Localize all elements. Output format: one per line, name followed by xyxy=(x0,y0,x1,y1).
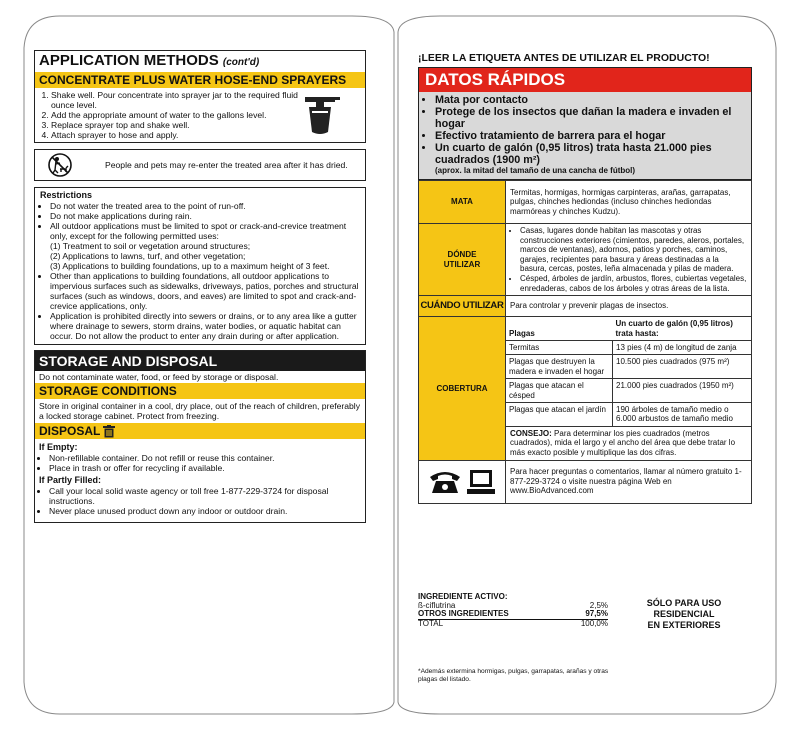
donde-label xyxy=(419,224,506,296)
coverage-pest: Plagas que atacan el jardín xyxy=(506,403,613,427)
right-panel xyxy=(418,52,752,504)
quick-facts-box xyxy=(418,67,752,180)
trash-can-icon xyxy=(103,425,115,438)
restriction-item: • Application is prohibited directly into sewers or drains, or to any area like a gutter where drainage to sewers, storm drains, water bodies, or aquatic habitat can occur. Do not allow the product to enter any drain during or after application. xyxy=(50,311,360,341)
contact-row xyxy=(419,460,752,503)
storage-disposal-section xyxy=(34,350,366,523)
cobertura-row xyxy=(419,317,752,460)
donde-label-2: UTILIZAR xyxy=(443,259,481,269)
donde-label-1: DÓNDE xyxy=(447,249,477,259)
residential-line: SÓLO PARA USO xyxy=(646,598,722,608)
coverage-row xyxy=(506,379,751,403)
restriction-text: All outdoor applications must be limited to spot or crack-and-crevice treatment only, except for the following permitted uses: xyxy=(50,221,347,241)
if-empty-title: If Empty: xyxy=(39,442,78,452)
computer-icon xyxy=(466,469,496,495)
restrictions-section xyxy=(34,187,366,345)
disposal-title-text: DISPOSAL xyxy=(39,424,101,438)
restriction-item xyxy=(50,221,360,271)
residential-line: EN EXTERIORES xyxy=(647,620,721,630)
cuando-row xyxy=(419,296,752,317)
step-item: 2. Add the appropriate amount of water to the gallons level. xyxy=(51,110,301,120)
ingredients-block xyxy=(418,593,608,628)
footnote: *Además extermina hormigas, pulgas, garrapatas, arañas y otras plagas del listado. xyxy=(418,668,609,683)
if-partly-list xyxy=(39,486,361,516)
coverage-amount: 21.000 pies cuadrados (1950 m²) xyxy=(613,379,752,403)
hose-end-sprayers-title: CONCENTRATE PLUS WATER HOSE-END SPRAYERS xyxy=(35,72,365,88)
donde-item: • Casas, lugares donde habitan las mascotas y otras construcciones exteriores (cimientos, paredes, aleros, portales, marcos de ventanas), adornos, patios y porches, caminos, garajes, recipientes para basura y áreas destinadas a la basura, cercas, postes, leña almacenada y pilas de madera. xyxy=(520,226,747,274)
residential-line: RESIDENCIAL xyxy=(653,609,715,619)
step-item: 1. Shake well. Pour concentrate into sprayer jar to the required fluid ounce level. xyxy=(51,90,301,110)
hose-end-sprayer-icon xyxy=(299,94,343,138)
if-empty-list xyxy=(39,453,361,473)
coverage-table xyxy=(506,317,751,427)
donde-list xyxy=(510,226,747,293)
restriction-item: • Do not water the treated area to the point of run-off. xyxy=(50,201,360,211)
other-ingredients-name: OTROS INGREDIENTES xyxy=(418,609,509,619)
residential-use-notice xyxy=(632,598,736,631)
other-ingredients-pct: 97,5% xyxy=(585,609,608,619)
reentry-notice xyxy=(34,149,366,181)
permitted-use: (1) Treatment to soil or vegetation around structures; xyxy=(50,241,251,251)
coverage-amount: 190 árboles de tamaño medio o 6.000 arbustos de tamaño medio xyxy=(613,403,752,427)
active-ingredient-title: INGREDIENTE ACTIVO: xyxy=(418,592,508,601)
coverage-amount: 13 pies (4 m) de longitud de zanja xyxy=(613,340,752,354)
quick-facts-note: (aprox. la mitad del tamaño de una cancha de fútbol) xyxy=(435,166,636,175)
cobertura-label: COBERTURA xyxy=(419,317,506,460)
coverage-pest: Termitas xyxy=(506,340,613,354)
quick-fact-item: • Efectivo tratamiento de barrera para el hogar xyxy=(435,130,745,142)
quick-facts-title: DATOS RÁPIDOS xyxy=(419,68,751,92)
cobertura-content xyxy=(506,317,752,460)
tip-label: CONSEJO: xyxy=(510,428,552,438)
restriction-item: • Do not make applications during rain. xyxy=(50,211,360,221)
mata-row xyxy=(419,181,752,224)
coverage-row xyxy=(506,340,751,354)
total-row xyxy=(418,620,608,629)
application-methods-title xyxy=(35,51,365,72)
total-pct: 100,0% xyxy=(580,618,608,628)
quick-fact-item: • Mata por contacto xyxy=(435,94,745,106)
coverage-tip xyxy=(506,427,751,460)
storage-conditions-text: Store in original container in a cool, dry place, out of the reach of children, preferably a locked storage cabinet. Protect from freezing. xyxy=(39,401,361,421)
application-methods-section xyxy=(34,50,366,143)
telephone-icon xyxy=(428,469,462,495)
if-partly-filled-title: If Partly Filled: xyxy=(39,475,102,485)
disposal-item: • Place in trash or offer for recycling if available. xyxy=(49,463,361,473)
disposal-item: • Never place unused product down any indoor or outdoor drain. xyxy=(49,506,361,516)
quick-fact-item: • Protege de los insectos que dañan la madera e invaden el hogar xyxy=(435,106,745,130)
no-people-pets-icon xyxy=(45,152,75,178)
mata-text: Termitas, hormigas, hormigas carpinteras, arañas, garrapatas, pulgas, chinches hediondas (incluso chinches hediondas marmóreas y chinches Kudzu). xyxy=(506,181,752,224)
mata-label: MATA xyxy=(419,181,506,224)
total-name: TOTAL xyxy=(418,618,444,628)
coverage-pest: Plagas que destruyen la madera e invaden el hogar xyxy=(506,355,613,379)
active-ingredient-name: ß-ciflutrina xyxy=(418,600,456,610)
coverage-pest: Plagas que atacan el césped xyxy=(506,379,613,403)
read-label-warning: ¡LEER LA ETIQUETA ANTES DE UTILIZAR EL PRODUCTO! xyxy=(418,52,710,64)
coverage-amount: 10.500 pies cuadrados (975 m²) xyxy=(613,355,752,379)
application-steps xyxy=(35,90,301,140)
coverage-col-pests: Plagas xyxy=(506,317,613,340)
contact-icon-group xyxy=(420,469,504,495)
left-panel xyxy=(34,50,366,523)
cuando-label: CUÁNDO UTILIZAR xyxy=(419,296,506,317)
storage-intro: Do not contaminate water, food, or feed by storage or disposal. xyxy=(39,372,279,382)
disposal-item: • Non-refillable container. Do not refill or reuse this container. xyxy=(49,453,361,463)
application-title-text: APPLICATION METHODS xyxy=(39,52,219,69)
donde-content xyxy=(506,224,752,296)
product-info-table xyxy=(418,180,752,504)
permitted-use: (3) Applications to building foundations, up to a maximum height of 3 feet. xyxy=(50,261,330,271)
storage-conditions-title: STORAGE CONDITIONS xyxy=(35,383,365,399)
application-title-suffix: (cont'd) xyxy=(222,57,260,68)
restrictions-title: Restrictions xyxy=(40,190,93,200)
reentry-text: People and pets may re-enter the treated area after it has dried. xyxy=(105,160,348,170)
quick-fact-item: • Un cuarto de galón (0,95 litros) trata hasta 21.000 pies cuadrados (1900 m²) xyxy=(435,142,745,166)
disposal-content xyxy=(35,439,365,522)
active-ingredient-pct: 2,5% xyxy=(589,600,608,610)
quick-facts-list xyxy=(425,94,745,166)
coverage-row xyxy=(506,403,751,427)
storage-disposal-title: STORAGE AND DISPOSAL xyxy=(35,351,365,371)
disposal-item: • Call your local solid waste agency or toll free 1-877-229-3724 for disposal instructions. xyxy=(49,486,361,506)
cuando-text: Para controlar y prevenir plagas de insectos. xyxy=(506,296,752,317)
other-ingredients-row xyxy=(418,610,608,620)
restriction-item: • Other than applications to building foundations, all outdoor applications to impervious surfaces such as sidewalks, driveways, patios, porches and structural surfaces (such as windows, doors, and eaves) are limited to spot and crack-and-crevice applications, only. xyxy=(50,271,360,311)
step-item: 3. Replace sprayer top and shake well. xyxy=(51,120,301,130)
disposal-title xyxy=(35,423,365,439)
coverage-row xyxy=(506,355,751,379)
contact-text: Para hacer preguntas o comentarios, llamar al número gratuito 1-877-229-3724 o visite nuestra página Web en www.BioAdvanced.com xyxy=(506,460,752,503)
quick-facts-body xyxy=(419,92,751,179)
contact-icons xyxy=(419,460,506,503)
restrictions-list xyxy=(40,201,360,341)
permitted-use: (2) Applications to lawns, turf, and other vegetation; xyxy=(50,251,246,261)
donde-row xyxy=(419,224,752,296)
coverage-header xyxy=(506,317,751,340)
step-item: 4. Attach sprayer to hose and apply. xyxy=(51,130,301,140)
tip-text: Para determinar los pies cuadrados (metros cuadrados), mida el largo y el ancho del área que debe tratar lo más exacto posible y multiplique las dos cifras. xyxy=(510,428,736,457)
steps-area xyxy=(35,90,365,140)
coverage-col-amount: Un cuarto de galón (0,95 litros) trata hasta: xyxy=(613,317,752,340)
donde-item: • Césped, árboles de jardín, arbustos, flores, cubiertas vegetales, enredaderas, cabos de los árboles y otras áreas de la lista. xyxy=(520,274,747,293)
